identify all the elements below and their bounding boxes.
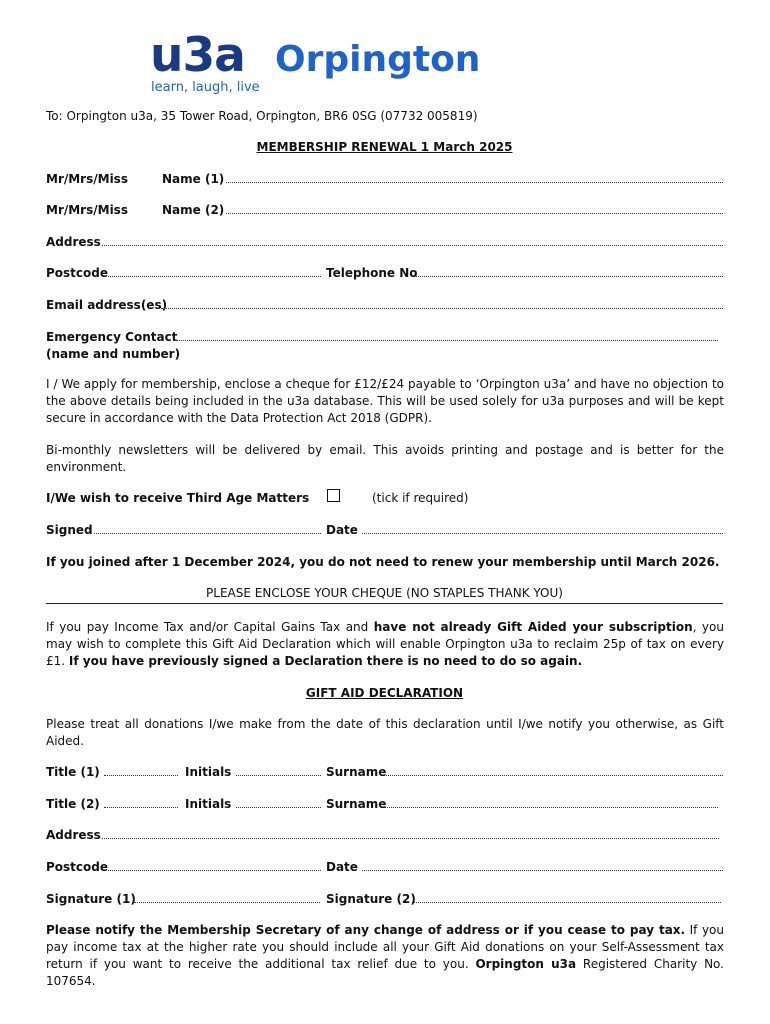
joined-note: If you joined after 1 December 2024, you do not need to renew your membership until March 2026. <box>46 555 720 569</box>
email-label: Email address(es) <box>46 298 168 312</box>
footer-part4: Registered Charity No. 107654. <box>46 957 724 988</box>
footer-part2: If you pay income tax at the higher rate you should include all your Gift Aid donations on your Self-Assessment tax return if you want to receive the additional tax relief due to you. <box>46 923 724 971</box>
footer-paragraph <box>46 922 724 990</box>
gift-signature2-label: Signature (2) <box>326 892 416 906</box>
gift-title2-field[interactable] <box>104 807 178 808</box>
gift-aid-intro <box>46 619 724 670</box>
gift-initials2-field[interactable] <box>236 807 321 808</box>
cheque-note: PLEASE ENCLOSE YOUR CHEQUE (NO STAPLES THANK YOU) <box>206 586 563 600</box>
signed-field[interactable] <box>94 533 321 534</box>
emergency-field[interactable] <box>173 340 718 341</box>
gift-date-label: Date <box>326 860 358 874</box>
gift-initials2-label: Initials <box>185 797 232 811</box>
gift-title1-label: Title (1) <box>46 765 100 779</box>
gift-title1-field[interactable] <box>104 775 178 776</box>
gift-address-label: Address <box>46 828 101 842</box>
apply-paragraph: I / We apply for membership, enclose a cheque for £12/£24 payable to ‘Orpington u3a’ and have no objection to the above details being included in the u3a database. This will be used solely for u3a purposes and will be kept secure in accordance with the Data Protection Act 2018 (GDPR). <box>46 377 724 425</box>
gift-intro-part1: If you pay Income Tax and/or Capital Gains Tax and <box>46 620 374 634</box>
logo-mark: u3a <box>150 28 245 83</box>
postcode-row <box>46 265 723 281</box>
gift-signature2-field[interactable] <box>414 902 721 903</box>
gift-intro-part4: If you have previously signed a Declaration there is no need to do so again. <box>68 654 583 668</box>
gift-title2-row <box>46 796 723 812</box>
gift-intro-part2: have not already Gift Aided your subscription <box>373 620 693 634</box>
third-age-checkbox[interactable] <box>327 489 340 502</box>
date-field[interactable] <box>362 533 723 534</box>
telephone-field[interactable] <box>416 276 723 277</box>
address-row <box>46 234 723 250</box>
tick-hint: (tick if required) <box>372 491 469 505</box>
footer-part1: Please notify the Membership Secretary of any change of address or if you cease to pay tax. <box>46 923 686 937</box>
name2-field[interactable] <box>226 213 723 214</box>
divider <box>46 603 723 604</box>
gift-initials1-field[interactable] <box>236 775 321 776</box>
gift-address-row <box>46 827 723 843</box>
email-field[interactable] <box>161 308 723 309</box>
title1-label: Mr/Mrs/Miss <box>46 172 128 186</box>
gift-title2-label: Title (2) <box>46 797 100 811</box>
address-field[interactable] <box>102 245 723 246</box>
emergency-sub-label: (name and number) <box>46 347 181 361</box>
gift-surname2-label: Surname <box>326 797 387 811</box>
renewal-title: MEMBERSHIP RENEWAL 1 March 2025 <box>256 140 513 154</box>
gift-date-field[interactable] <box>362 870 723 871</box>
postal-address: To: Orpington u3a, 35 Tower Road, Orpington, BR6 0SG (07732 005819) <box>46 109 478 123</box>
gift-surname1-label: Surname <box>326 765 387 779</box>
u3a-logo <box>150 28 495 98</box>
signed-label: Signed <box>46 523 93 537</box>
postcode-field[interactable] <box>108 276 321 277</box>
emergency-row <box>46 329 723 345</box>
address-label: Address <box>46 235 101 249</box>
third-age-label: I/We wish to receive Third Age Matters <box>46 491 310 505</box>
footer-charity-name: Orpington u3a <box>475 957 577 971</box>
gift-signature1-field[interactable] <box>134 902 320 903</box>
signed-row <box>46 522 723 538</box>
date-label: Date <box>326 523 358 537</box>
logo-tagline: learn, laugh, live <box>151 80 260 95</box>
gift-title1-row <box>46 764 723 780</box>
gift-aid-text: Please treat all donations I/we make from the date of this declaration until I/we notify you otherwise, as Gift Aided. <box>46 717 724 748</box>
name2-row <box>46 202 723 218</box>
name1-field[interactable] <box>226 182 723 183</box>
title2-label: Mr/Mrs/Miss <box>46 203 128 217</box>
postcode-label: Postcode <box>46 266 109 280</box>
gift-initials1-label: Initials <box>185 765 232 779</box>
gift-intro-part3: , you may wish to complete this Gift Aid Declaration which will enable Orpington u3a to reclaim 25p of tax on every £1. <box>46 620 724 668</box>
telephone-label: Telephone No <box>326 266 418 280</box>
gift-aid-title: GIFT AID DECLARATION <box>305 686 464 700</box>
emergency-label: Emergency Contact <box>46 330 178 344</box>
gift-postcode-row <box>46 859 723 875</box>
gift-address-field[interactable] <box>102 838 719 839</box>
name2-label: Name (2) <box>162 203 225 217</box>
gift-signature-row <box>46 891 723 907</box>
name1-row <box>46 171 723 187</box>
gift-surname1-field[interactable] <box>384 775 723 776</box>
gift-surname2-field[interactable] <box>384 807 718 808</box>
gift-postcode-label: Postcode <box>46 860 109 874</box>
gift-signature1-label: Signature (1) <box>46 892 136 906</box>
name1-label: Name (1) <box>162 172 225 186</box>
logo-town: Orpington <box>275 39 481 80</box>
email-row <box>46 297 723 313</box>
newsletter-paragraph: Bi-monthly newsletters will be delivered by email. This avoids printing and postage and is better for the environment. <box>46 443 724 474</box>
gift-postcode-field[interactable] <box>108 870 321 871</box>
